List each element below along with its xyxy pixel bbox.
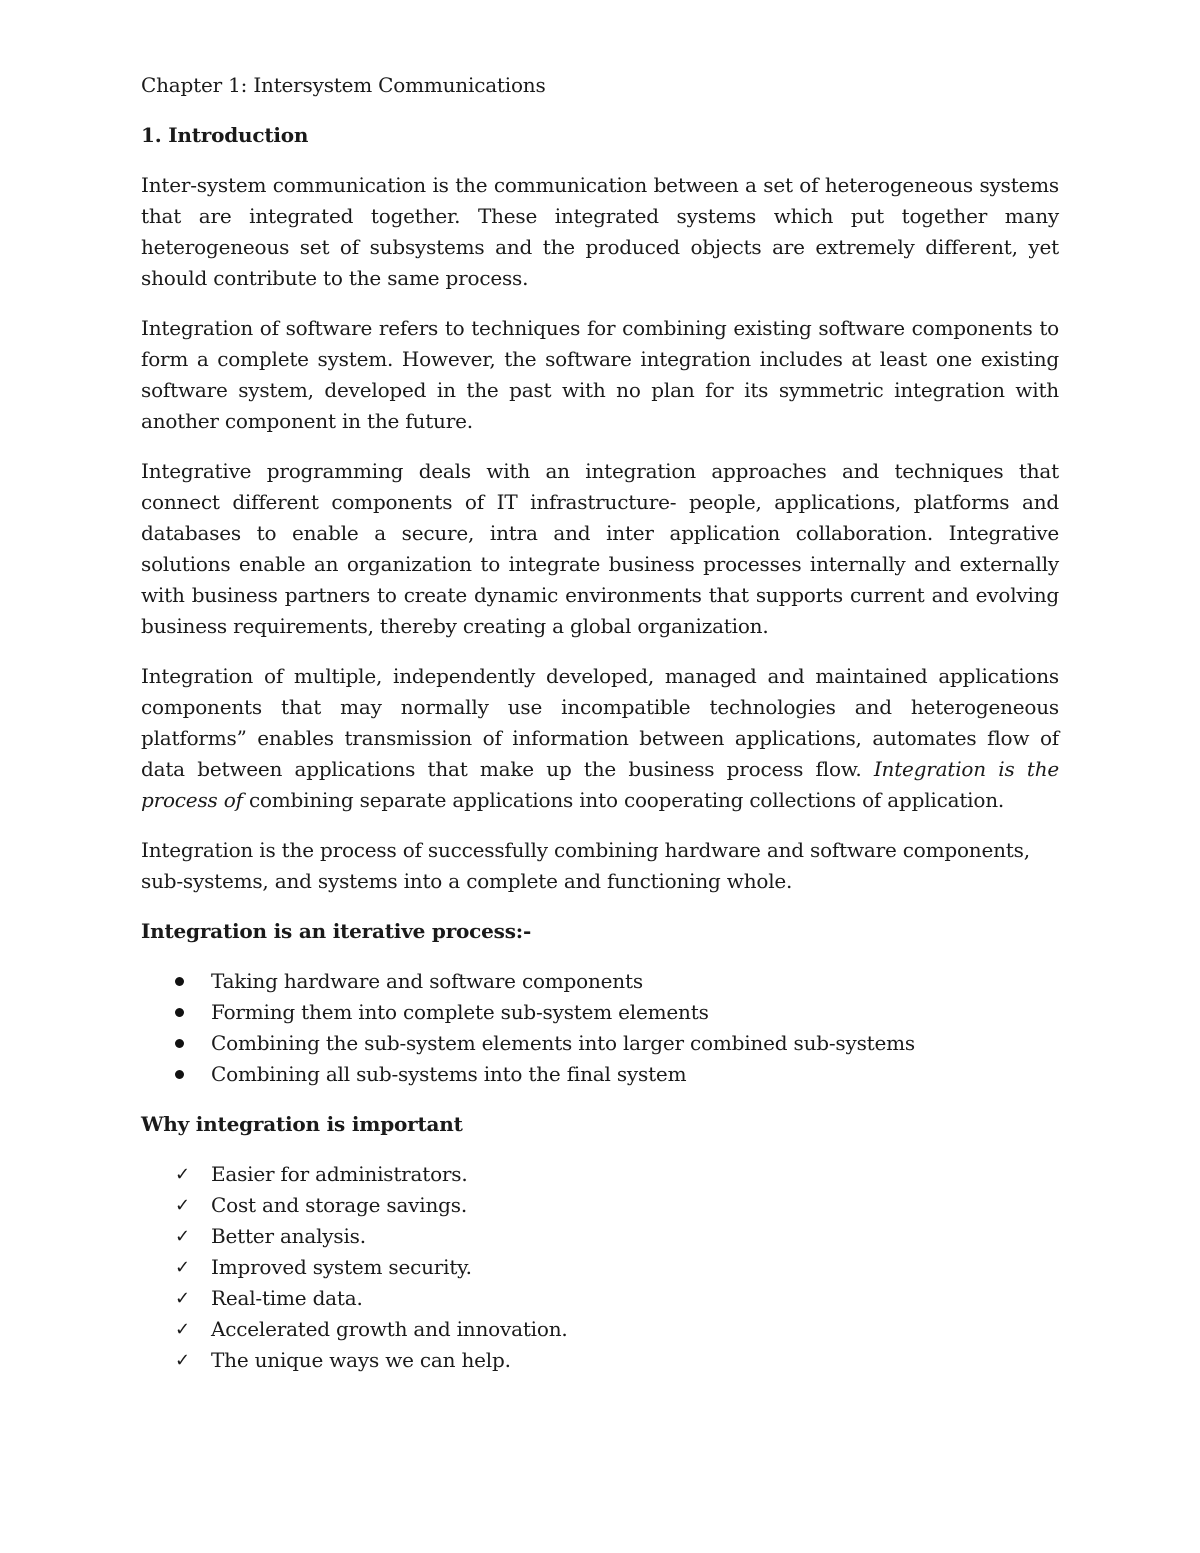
bullet-dot-icon <box>175 1039 184 1048</box>
list-item-text: Accelerated growth and innovation. <box>211 1317 568 1341</box>
list-item <box>141 1252 1059 1283</box>
iterative-process-list <box>141 966 1059 1090</box>
list-item-text: Taking hardware and software components <box>211 969 643 993</box>
bullet-dot-icon <box>175 1070 184 1079</box>
paragraph-italic-phrase: Integration is the process of <box>141 757 1060 812</box>
checkmark-icon: ✓ <box>175 1164 190 1185</box>
paragraph-intersystem-communication: Inter-system communication is the communication between a set of heterogeneous systems that are integrated together. These integrated systems which put together many heterogeneous set of subsystems and the produced objects are extremely different, yet should contribute to the same process. <box>141 173 1059 290</box>
iterative-process-heading: Integration is an iterative process:- <box>141 919 532 943</box>
document-page <box>141 70 1059 1395</box>
list-item <box>141 1221 1059 1252</box>
chapter-title: Chapter 1: Intersystem Communications <box>141 73 546 97</box>
list-item <box>141 966 1059 997</box>
bullet-dot-icon <box>175 1008 184 1017</box>
checkmark-icon: ✓ <box>175 1257 190 1278</box>
section-heading-introduction: 1. Introduction <box>141 123 309 147</box>
list-item <box>141 1028 1059 1059</box>
checkmark-icon: ✓ <box>175 1288 190 1309</box>
paragraph-text-after-italic: combining separate applications into cooperating collections of application. <box>242 788 1005 812</box>
list-item-text: Better analysis. <box>211 1224 366 1248</box>
bullet-dot-icon <box>175 977 184 986</box>
checkmark-icon: ✓ <box>175 1226 190 1247</box>
paragraph-software-integration: Integration of software refers to techniques for combining existing software components to form a complete system. However, the software integration includes at least one existing software system, developed in the past with no plan for its symmetric integration with another component in the future. <box>141 316 1059 433</box>
checkmark-icon: ✓ <box>175 1350 190 1371</box>
list-item <box>141 1190 1059 1221</box>
list-item <box>141 1059 1059 1090</box>
importance-heading: Why integration is important <box>141 1112 463 1136</box>
list-item <box>141 1159 1059 1190</box>
list-item-text: Improved system security. <box>211 1255 472 1279</box>
paragraph-multiple-applications <box>141 661 1059 816</box>
list-item <box>141 1314 1059 1345</box>
paragraph-integrative-programming: Integrative programming deals with an integration approaches and techniques that connect different components of IT infrastructure- people, applications, platforms and databases to enable a secure, intra and inter application collaboration. Integrative solutions enable an organization to integrate business processes internally and externally with business partners to create dynamic environments that supports current and evolving business requirements, thereby creating a global organization. <box>141 459 1059 638</box>
list-item <box>141 1345 1059 1376</box>
list-item <box>141 997 1059 1028</box>
paragraph-text-before-italic: Integration of multiple, independently developed, managed and maintained applications components that may normally use incompatible technologies and heterogeneous platforms” enables transmission of information between applications, automates flow of data between applications that make up the business process flow. <box>141 664 1059 781</box>
list-item-text: Easier for administrators. <box>211 1162 468 1186</box>
list-item-text: Forming them into complete sub-system elements <box>211 1000 709 1024</box>
list-item <box>141 1283 1059 1314</box>
list-item-text: Combining the sub-system elements into larger combined sub-systems <box>211 1031 915 1055</box>
checkmark-icon: ✓ <box>175 1195 190 1216</box>
checkmark-icon: ✓ <box>175 1319 190 1340</box>
importance-list <box>141 1159 1059 1376</box>
list-item-text: Cost and storage savings. <box>211 1193 467 1217</box>
list-item-text: The unique ways we can help. <box>211 1348 511 1372</box>
list-item-text: Combining all sub-systems into the final system <box>211 1062 687 1086</box>
list-item-text: Real-time data. <box>211 1286 363 1310</box>
paragraph-integration-definition: Integration is the process of successfully combining hardware and software components, sub-systems, and systems into a complete and functioning whole. <box>141 838 1030 893</box>
